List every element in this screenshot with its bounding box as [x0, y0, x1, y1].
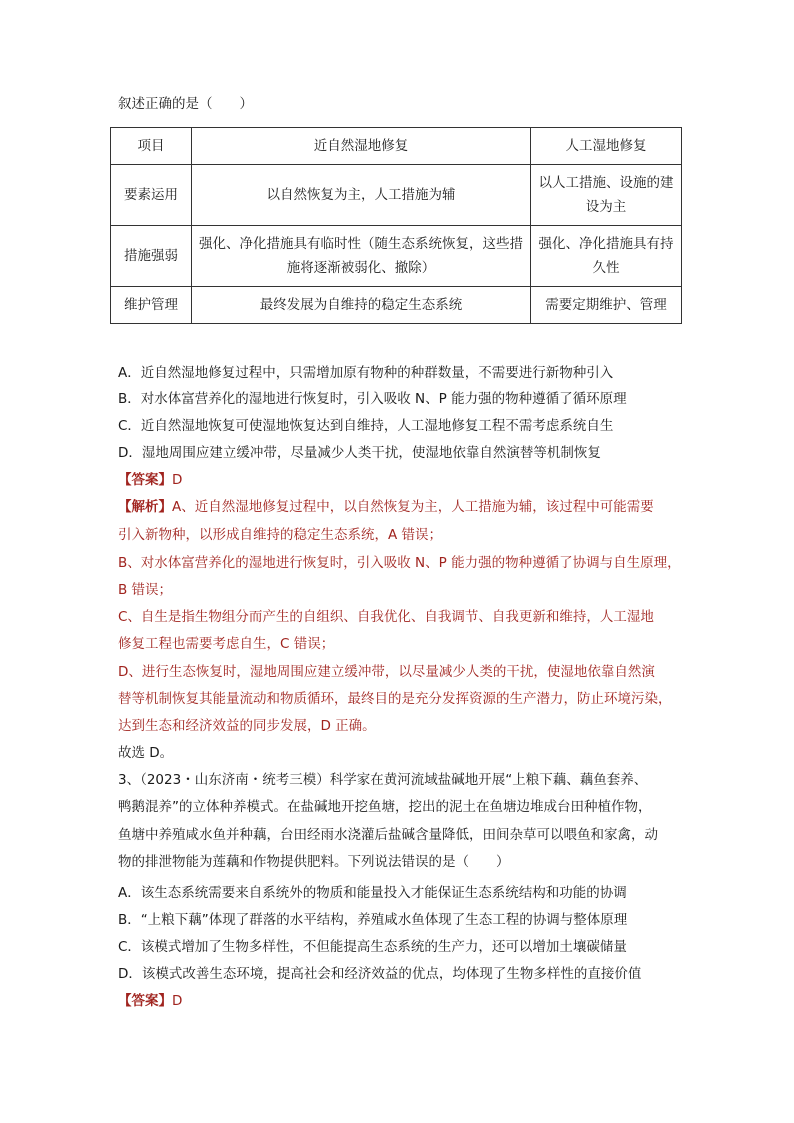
table-cell: 维护管理 — [111, 287, 192, 324]
analysis-tag: 【解析】 — [118, 499, 172, 515]
question-intro: 叙述正确的是（ ） — [118, 96, 253, 112]
answer-tag: 【答案】 — [118, 993, 172, 1009]
table-cell: 以自然恢复为主，人工措施为辅 — [192, 165, 531, 226]
q3-stem-line: 鸭鹅混养”的立体种养模式。在盐碱地开挖鱼塘，挖出的泥土在鱼塘边堆成台田种植作物， — [118, 799, 652, 815]
option-b: B．对水体富营养化的湿地进行恢复时，引入吸收 N、P 能力强的物种遵循了循环原理 — [118, 391, 627, 407]
table-cell: 需要定期维护、管理 — [531, 287, 682, 324]
option-d: D．湿地周围应建立缓冲带，尽量减少人类干扰，使湿地依靠自然演替等机制恢复 — [118, 445, 601, 461]
analysis-line — [118, 497, 654, 517]
table-header-cell: 近自然湿地修复 — [192, 128, 531, 165]
analysis-line: 替等机制恢复其能量流动和物质循环，最终目的是充分发挥资源的生产潜力，防止环境污染， — [118, 691, 672, 707]
table-cell: 强化、净化措施具有持久性 — [531, 226, 682, 287]
table-cell: 要素运用 — [111, 165, 192, 226]
conclusion-line: 故选 D。 — [118, 745, 174, 761]
table-cell: 强化、净化措施具有临时性（随生态系统恢复，这些措施将逐渐被弱化、撤除） — [192, 226, 531, 287]
table-header-cell: 人工湿地修复 — [531, 128, 682, 165]
table-header-cell: 项目 — [111, 128, 192, 165]
q3-option-d: D．该模式改善生态环境，提高社会和经济效益的优点，均体现了生物多样性的直接价值 — [118, 966, 642, 982]
analysis-line: D、进行生态恢复时，湿地周围应建立缓冲带，以尽量减少人类的干扰，使湿地依靠自然演 — [118, 664, 655, 680]
q3-option-c: C．该模式增加了生物多样性，不但能提高生态系统的生产力，还可以增加土壤碳储量 — [118, 939, 627, 955]
analysis-line: 修复工程也需要考虑自生，C 错误； — [118, 636, 335, 652]
answer-tag: 【答案】 — [118, 472, 172, 488]
q3-stem-line: 3、（2023・山东济南・统考三模）科学家在黄河流域盐碱地开展“上粮下藕、藕鱼套养、 — [118, 772, 648, 788]
option-c: C．近自然湿地恢复可使湿地恢复达到自维持，人工湿地修复工程不需考虑系统自生 — [118, 418, 614, 434]
analysis-line: 达到生态和经济效益的同步发展，D 正确。 — [118, 718, 376, 734]
analysis-line: B 错误； — [118, 582, 173, 598]
answer-value: D — [172, 993, 183, 1009]
table-cell: 最终发展为自维持的稳定生态系统 — [192, 287, 531, 324]
answer-value: D — [172, 472, 183, 488]
q3-answer-line — [118, 991, 182, 1011]
q3-option-b: B．“上粮下藕”体现了群落的水平结构，养殖咸水鱼体现了生态工程的协调与整体原理 — [118, 912, 628, 928]
q3-stem-line: 物的排泄物能为莲藕和作物提供肥料。下列说法错误的是（ ） — [118, 854, 510, 870]
table-cell: 以人工措施、设施的建设为主 — [531, 165, 682, 226]
analysis-line: 引入新物种，以形成自维持的稳定生态系统，A 错误； — [118, 527, 443, 543]
table-header-row — [111, 128, 682, 165]
comparison-table — [110, 127, 682, 324]
analysis-line: C、自生是指生物组分而产生的自组织、自我优化、自我调节、自我更新和维持，人工湿地 — [118, 609, 654, 625]
analysis-line: B、对水体富营养化的湿地进行恢复时，引入吸收 N、P 能力强的物种遵循了协调与自生原理， — [118, 555, 681, 571]
table-cell: 措施强弱 — [111, 226, 192, 287]
analysis-text: A、近自然湿地修复过程中，以自然恢复为主，人工措施为辅，该过程中可能需要 — [172, 499, 654, 515]
option-a: A．近自然湿地修复过程中，只需增加原有物种的种群数量，不需要进行新物种引入 — [118, 365, 614, 381]
table-row — [111, 287, 682, 324]
table-row — [111, 226, 682, 287]
q3-stem-line: 鱼塘中养殖咸水鱼并种藕，台田经雨水浇灌后盐碱含量降低，田间杂草可以喂鱼和家禽，动 — [118, 827, 658, 843]
answer-line — [118, 470, 182, 490]
q3-option-a: A．该生态系统需要来自系统外的物质和能量投入才能保证生态系统结构和功能的协调 — [118, 885, 627, 901]
table-row — [111, 165, 682, 226]
